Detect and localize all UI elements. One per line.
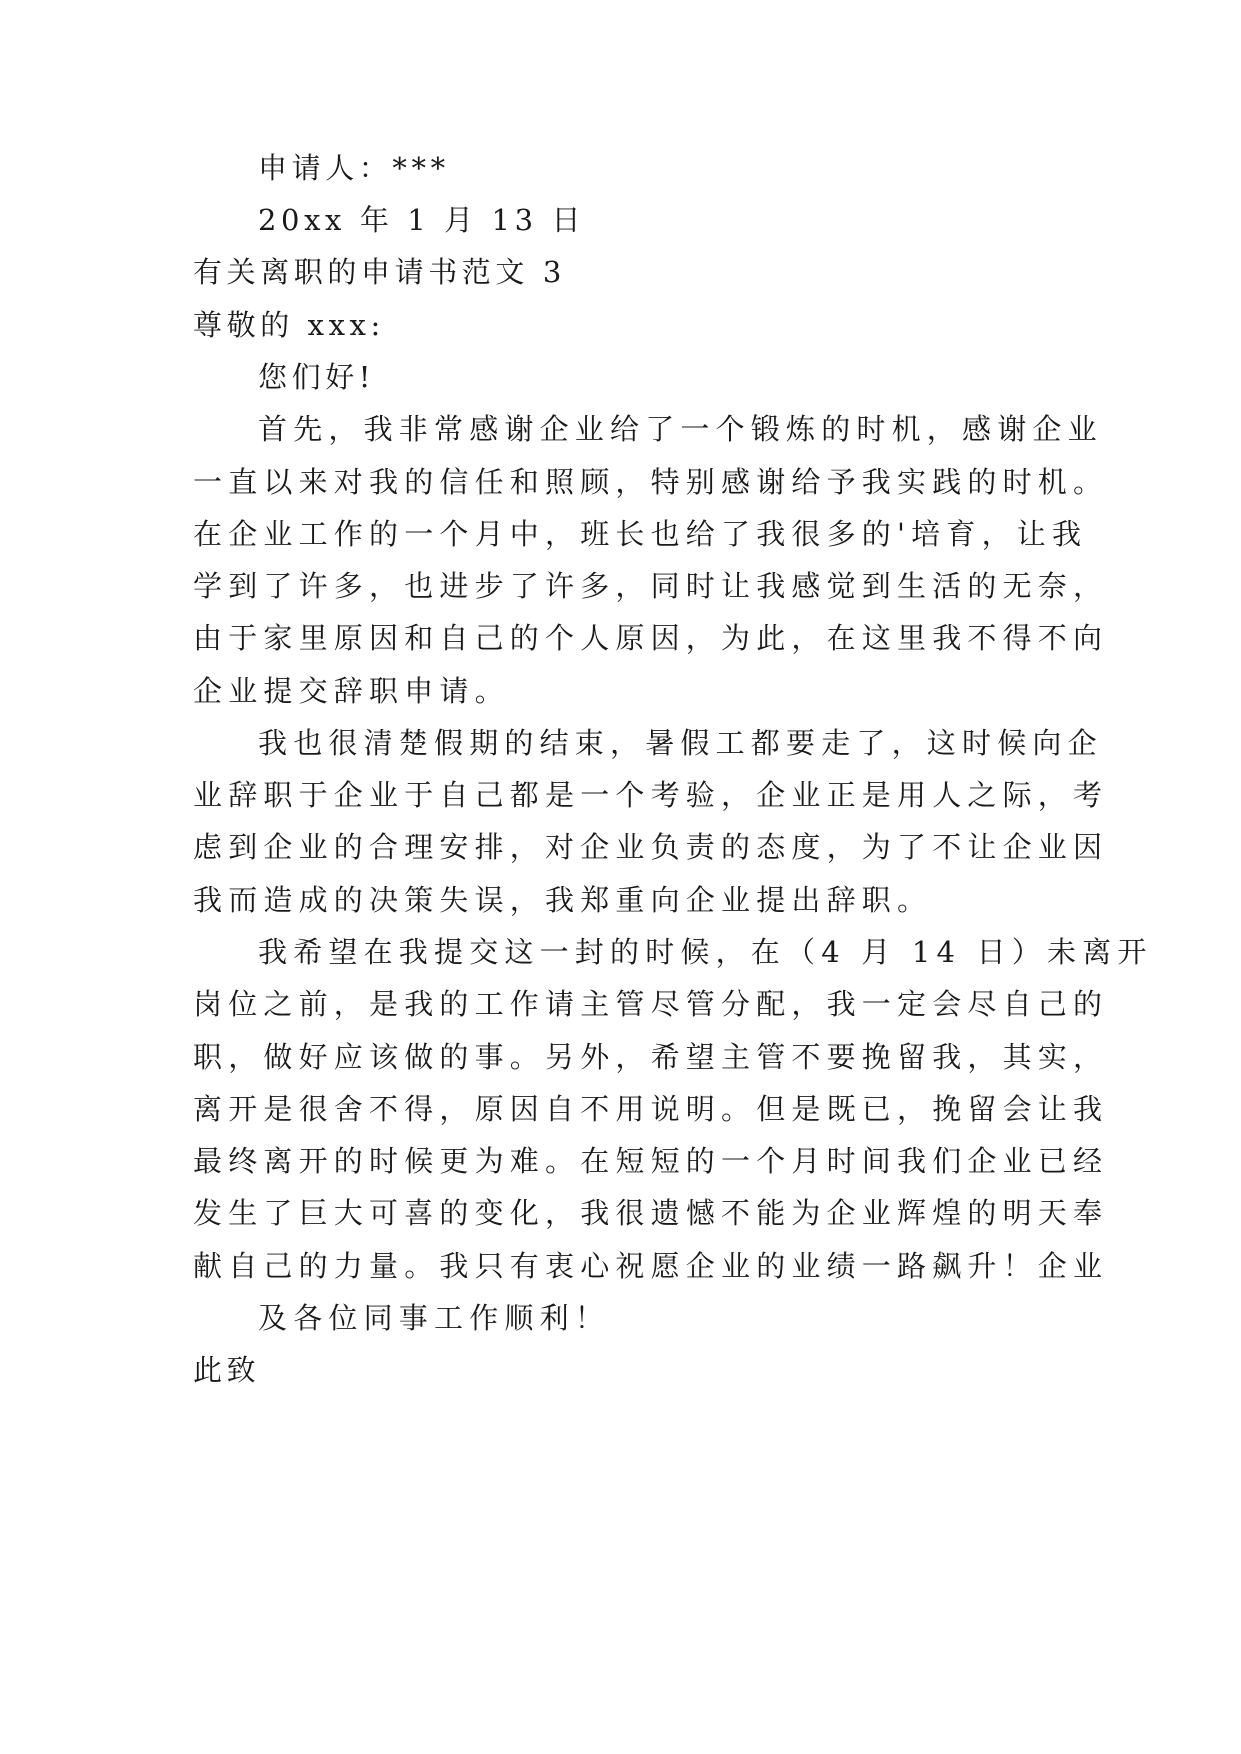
paragraph-3-line: 献自己的力量。我只有衷心祝愿企业的业绩一路飙升！企业 xyxy=(193,1249,1109,1283)
paragraph-1-line: 一直以来对我的信任和照顾，特别感谢给予我实践的时机。 xyxy=(193,465,1109,499)
paragraph-3-line: 职，做好应该做的事。另外，希望主管不要挽留我，其实， xyxy=(193,1040,1109,1074)
applicant-line: 申请人：*** xyxy=(258,151,450,185)
paragraph-4: 及各位同事工作顺利！ xyxy=(258,1301,611,1335)
paragraph-2-line: 业辞职于企业于自己都是一个考验，企业正是用人之际，考 xyxy=(193,778,1109,812)
date-line: 20xx 年 1 月 13 日 xyxy=(258,203,586,237)
paragraph-2-line: 虑到企业的合理安排，对企业负责的态度，为了不让企业因 xyxy=(193,830,1109,864)
greeting: 您们好! xyxy=(258,360,376,394)
closing: 此致 xyxy=(193,1353,261,1387)
document-title: 有关离职的申请书范文 3 xyxy=(193,255,566,289)
paragraph-3-line: 最终离开的时候更为难。在短短的一个月时间我们企业已经 xyxy=(193,1144,1109,1178)
paragraph-3-line: 岗位之前，是我的工作请主管尽管分配，我一定会尽自己的 xyxy=(193,987,1109,1021)
paragraph-3-line: 我希望在我提交这一封的时候，在（4 月 14 日）未离开 xyxy=(258,935,1153,969)
paragraph-1-line: 学到了许多，也进步了许多，同时让我感觉到生活的无奈， xyxy=(193,569,1109,603)
paragraph-1-line: 首先，我非常感谢企业给了一个锻炼的时机，感谢企业 xyxy=(258,412,1103,446)
salutation: 尊敬的 xxx: xyxy=(193,308,385,342)
paragraph-1-line: 企业提交辞职申请。 xyxy=(193,674,510,708)
paragraph-2-line: 我也很清楚假期的结束，暑假工都要走了，这时候向企 xyxy=(258,726,1103,760)
paragraph-2-line: 我而造成的决策失误，我郑重向企业提出辞职。 xyxy=(193,883,933,917)
paragraph-3-line: 离开是很舍不得，原因自不用说明。但是既已，挽留会让我 xyxy=(193,1092,1109,1126)
paragraph-1-line: 由于家里原因和自己的个人原因，为此，在这里我不得不向 xyxy=(193,621,1109,655)
paragraph-1-line: 在企业工作的一个月中，班长也给了我很多的'培育，让我 xyxy=(193,517,1088,551)
paragraph-3-line: 发生了巨大可喜的变化，我很遗憾不能为企业辉煌的明天奉 xyxy=(193,1196,1109,1230)
